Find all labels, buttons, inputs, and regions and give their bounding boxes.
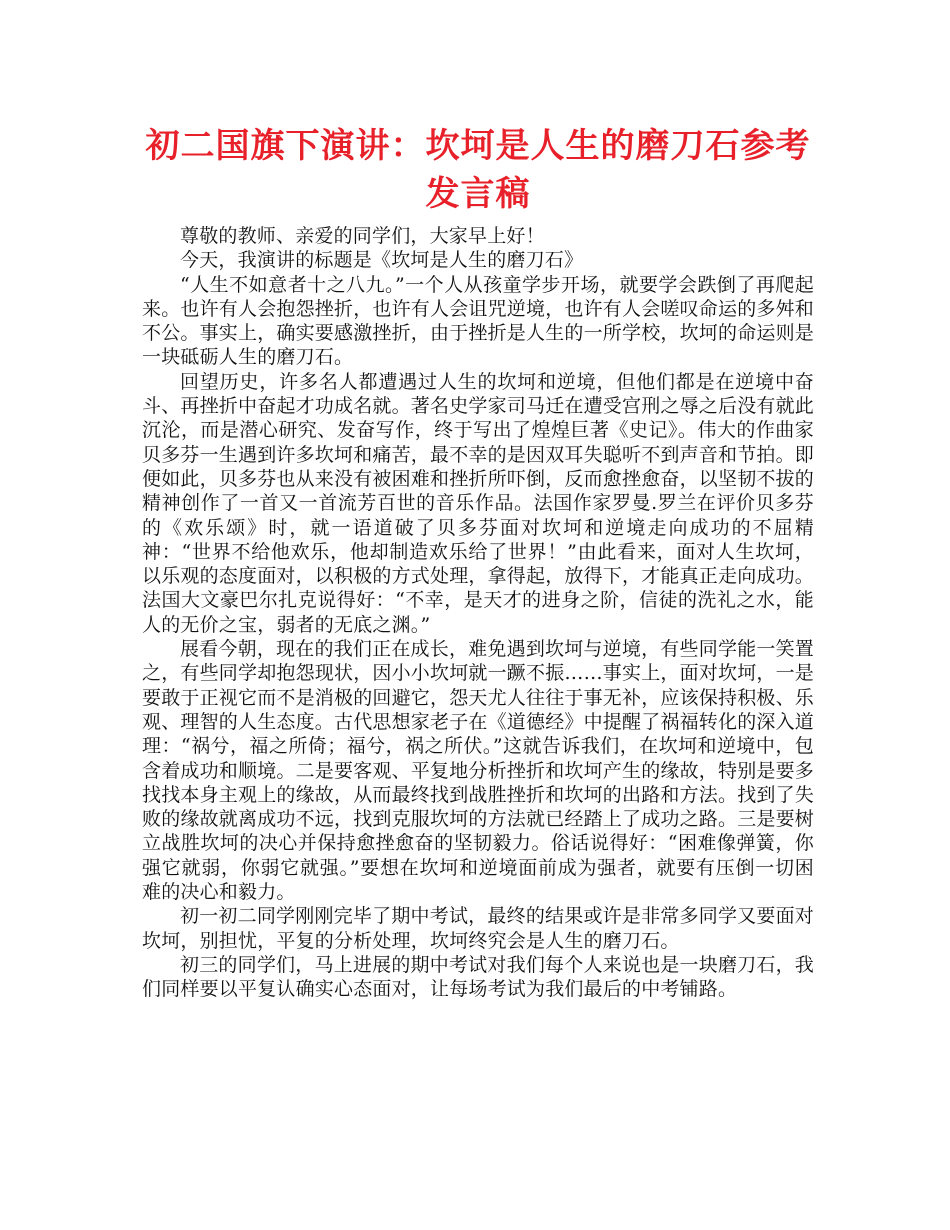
paragraph-history: 回望历史，许多名人都遭遇过人生的坎坷和逆境，但他们都是在逆境中奋斗、再挫折中奋起才功成名就。著名史学家司马迁在遭受宫刑之辱之后没有就此沉沦，而是潜心研究、发奋写作，终于写出了煌煌巨著《史记》。伟大的作曲家贝多芬一生遇到许多坎坷和痛苦，最不幸的是因双耳失聪听不到声音和节拍。即便如此，贝多芬也从来没有被困难和挫折所吓倒，反而愈挫愈奋，以坚韧不拔的精神创作了一首又一首流芳百世的音乐作品。法国作家罗曼.罗兰在评价贝多芬的《欢乐颂》时，就一语道破了贝多芬面对坎坷和逆境走向成功的不屈精神：“世界不给他欢乐，他却制造欢乐给了世界！”由此看来，面对人生坎坷，以乐观的态度面对，以积极的方式处理，拿得起，放得下，才能真正走向成功。法国大文豪巴尔扎克说得好：“不幸，是天才的进身之阶，信徒的洗礼之水，能人的无价之宝，弱者的无底之渊。” xyxy=(142,370,815,636)
document-title: 初二国旗下演讲：坎坷是人生的磨刀石参考发言稿 xyxy=(145,126,811,214)
document-page xyxy=(142,122,814,1002)
paragraph-greeting: 尊敬的教师、亲爱的同学们，大家早上好！ xyxy=(180,225,545,247)
paragraph-senior-grade: 初三的同学们，马上进展的期中考试对我们每个人来说也是一块磨刀石，我们同样要以平复认确实心态面对，让每场考试为我们最后的中考铺路。 xyxy=(142,953,814,1001)
paragraph-present: 展看今朝，现在的我们正在成长，难免遇到坎坷与逆境，有些同学能一笑置之，有些同学却抱怨现状，因小小坎坷就一蹶不振……事实上，面对坎坷，一是要敢于正视它而不是消极的回避它，怨天尤人往往于事无补，应该保持积极、乐观、理智的人生态度。古代思想家老子在《道德经》中提醒了祸福转化的深入道理：“祸兮，福之所倚；福兮，祸之所伏。”这就告诉我们，在坎坷和逆境中，包含着成功和顺境。二是要客观、平复地分析挫折和坎坷产生的缘故，特别是要多找找本身主观上的缘故，从而最终找到战胜挫折和坎坷的出路和方法。找到了失败的缘故就离成功不远，找到克服坎坷的方法就已经踏上了成功之路。三是要树立战胜坎坷的决心并保持愈挫愈奋的坚韧毅力。俗话说得好：“困难像弹簧，你强它就弱，你弱它就强。”要想在坎坷和逆境面前成为强者，就要有压倒一切困难的决心和毅力。 xyxy=(142,638,815,904)
document-body xyxy=(142,224,814,1002)
paragraph-junior-grades: 初一初二同学刚刚完毕了期中考试，最终的结果或许是非常多同学又要面对坎坷，别担忧，平复的分析处理，坎坷终究会是人生的磨刀石。 xyxy=(142,905,814,952)
paragraph-intro: “人生不如意者十之八九。”一个人从孩童学步开场，就要学会跌倒了再爬起来。也许有人会抱怨挫折，也许有人会诅咒逆境，也许有人会嗟叹命运的多舛和不公。事实上，确实要感激挫折，由于挫折是人生的一所学校，坎坷的命运则是一块砥砺人生的磨刀石。 xyxy=(142,273,815,369)
paragraph-topic: 今天，我演讲的标题是《坎坷是人生的磨刀石》 xyxy=(180,249,584,272)
